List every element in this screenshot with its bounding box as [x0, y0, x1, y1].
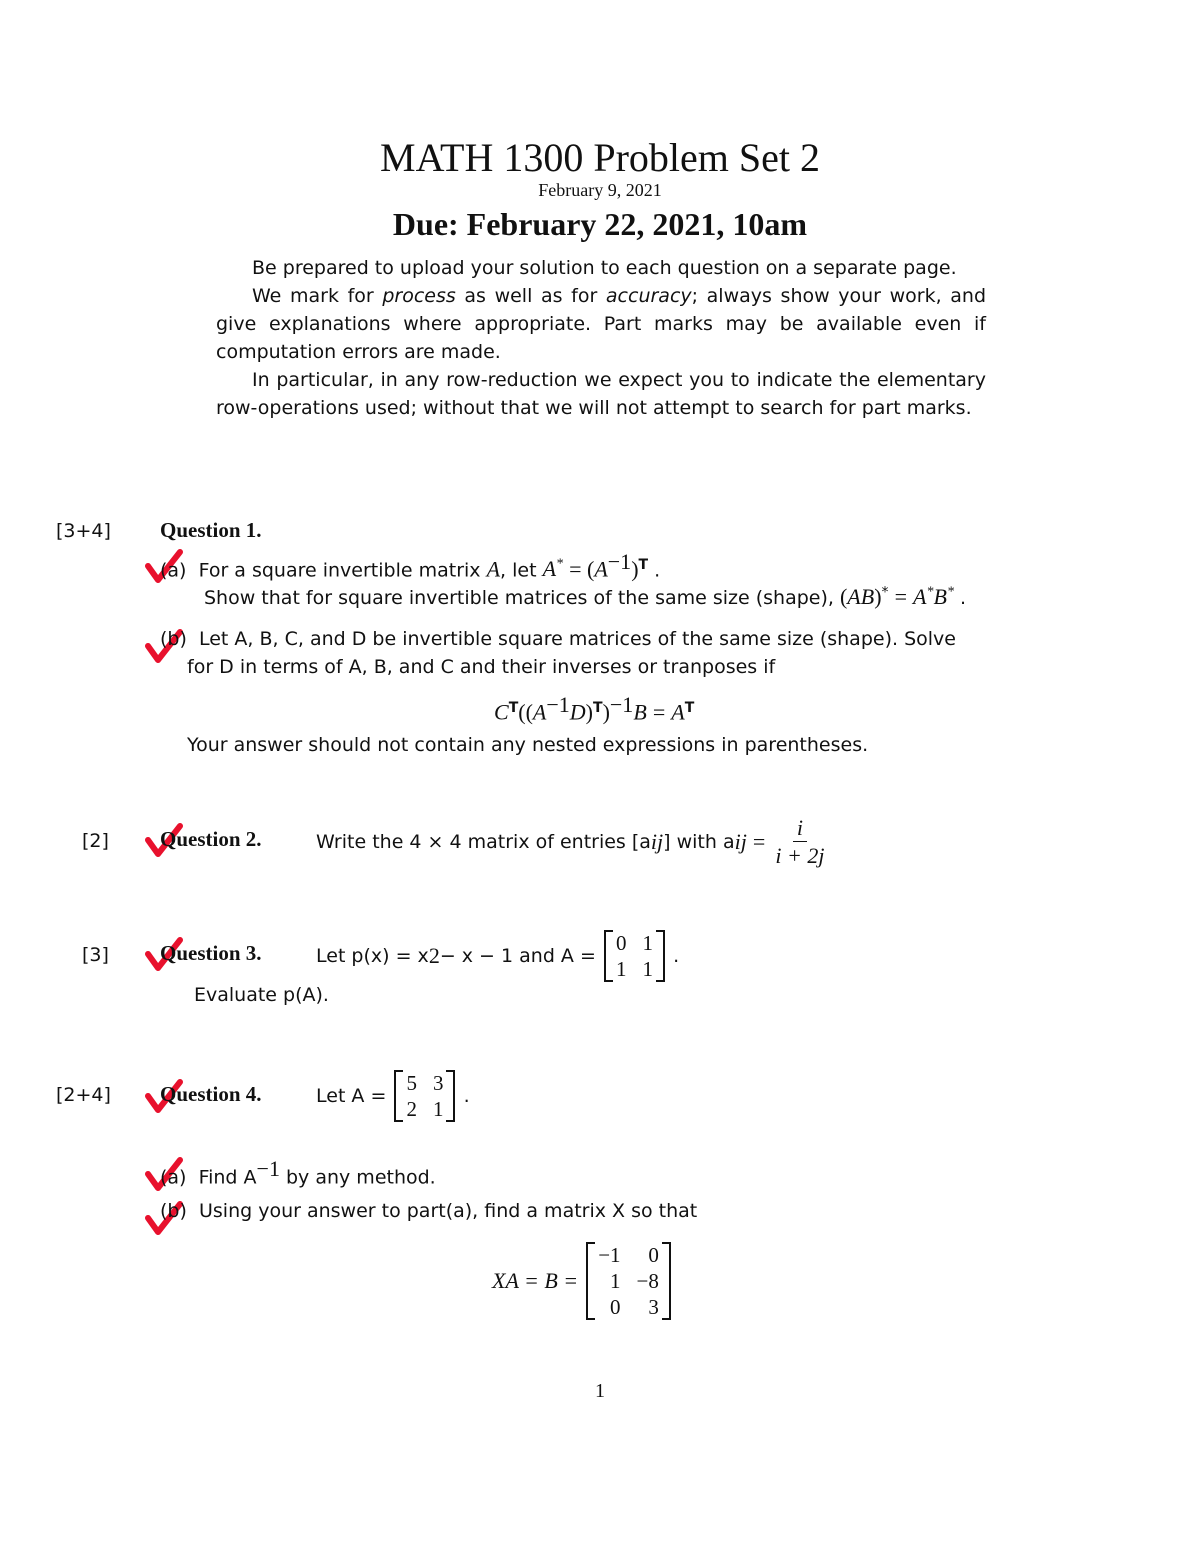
q4b-text: Using your answer to part(a), find a matrix X so that — [198, 1200, 698, 1222]
q2-frac-den: i + 2j — [775, 842, 825, 868]
q1-marks: [3+4] — [56, 520, 111, 542]
q2-frac-num: i — [793, 815, 807, 842]
q1a-text1: For a square invertible matrix — [198, 559, 487, 582]
q4-let: Let A = — [316, 1085, 387, 1107]
q1b-label: (b) — [160, 628, 187, 650]
q1a-label: (a) — [160, 559, 187, 582]
q1a-line2: Show that for square invertible matrices of the same size (shape), (AB)* = A*B* . — [204, 584, 967, 609]
q3-evaluate: Evaluate p(A). — [194, 984, 329, 1006]
matrix-cell: 1 — [432, 1097, 444, 1121]
matrix-cell: 2 — [406, 1097, 417, 1121]
due-date: Due: February 22, 2021, 10am — [392, 206, 808, 242]
q4a-line: (a) Find $A^{-1}$ by any method. — [160, 1156, 436, 1189]
matrix-cell: 3 — [432, 1071, 444, 1095]
q4a-text: Find A — [198, 1166, 257, 1189]
q1-heading: Question 1. — [160, 518, 262, 542]
q4-marks: [2+4] — [56, 1084, 111, 1106]
accuracy-emphasis: accuracy — [605, 285, 692, 307]
q4a-text2: by any method. — [279, 1166, 436, 1189]
q3-statement: Let p(x) = x 2 − x − 1 and A = 0 1 1 1 . — [316, 931, 680, 981]
matrix-cell: 1 — [615, 957, 627, 981]
q2-marks: [2] — [82, 830, 109, 852]
q1a-line1: (a) For a square invertible matrix A, let $A^* = (A^{-1})^T$ . — [160, 549, 661, 582]
matrix-cell: 5 — [406, 1071, 417, 1095]
q3-text2: − x − 1 and A = — [439, 945, 596, 967]
document-title: MATH 1300 Problem Set 2 — [380, 135, 820, 180]
q1b-text1: Let A, B, C, and D be invertible square matrices of the same size (shape). Solve — [198, 628, 956, 650]
matrix-cell: 1 — [610, 1269, 621, 1293]
q1b-equation: $C^T((A^{-1}D)^T)^{-1}B = A^T$ — [494, 692, 695, 725]
instruction-marking — [216, 282, 986, 366]
q3-text: Let p(x) = x — [316, 945, 429, 967]
q4b-equation — [492, 1240, 667, 1322]
q3-matrix-a — [608, 930, 661, 982]
q2-text: Write the 4 × 4 matrix of entries [a — [316, 831, 651, 853]
q4b-line — [160, 1200, 697, 1222]
q4-matrix-a — [398, 1070, 451, 1122]
matrix-cell: −1 — [598, 1243, 621, 1267]
q1b-line1 — [160, 628, 956, 650]
instructions — [216, 254, 986, 422]
q1b-text3: Your answer should not contain any nested expressions in parentheses. — [187, 734, 869, 756]
matrix-cell: 1 — [642, 957, 653, 981]
q2-fraction — [771, 815, 828, 870]
q4b-eq: XA = B = — [492, 1268, 579, 1293]
instruction-row-reduction: In particular, in any row-reduction we expect you to indicate the elementary row-operations used; without that we will not attempt to search for part marks. — [216, 369, 986, 419]
q4b-label: (b) — [160, 1200, 187, 1222]
matrix-cell: 3 — [648, 1295, 659, 1319]
q4-statement: Let A = 5 3 2 1 . — [316, 1071, 470, 1121]
matrix-cell: −8 — [636, 1269, 659, 1293]
q2-text-with: ] with a — [663, 831, 735, 853]
q3-marks: [3] — [82, 944, 109, 966]
marking-text-b: as well as for — [455, 285, 606, 307]
page-number: 1 — [595, 1380, 605, 1402]
q4-heading: Question 4. — [160, 1082, 262, 1106]
q2-heading: Question 2. — [160, 827, 262, 851]
document-date: February 9, 2021 — [538, 180, 662, 200]
marking-text-c: ; always show your work, and give explanations where appropriate. Part marks may be available even if computation errors are made. — [216, 285, 987, 363]
matrix-cell: 0 — [610, 1295, 621, 1319]
q4-matrix-b — [590, 1242, 667, 1320]
q1a-text3: Show that for square invertible matrices of the same size (shape), — [204, 587, 840, 609]
q1b-text2: for D in terms of A, B, and C and their inverses or tranposes if — [187, 656, 776, 678]
matrix-cell: 1 — [642, 931, 653, 955]
instruction-upload: Be prepared to upload your solution to each question on a separate page. — [252, 257, 957, 279]
q3-heading: Question 3. — [160, 941, 262, 965]
matrix-cell: 0 — [648, 1243, 659, 1267]
q2-statement: Write the 4 × 4 matrix of entries [a ij ] with a ij = $\frac{i}{i + 2j}$ — [316, 812, 828, 872]
q4a-label: (a) — [160, 1166, 187, 1189]
marking-text-a: We mark for — [252, 285, 383, 307]
q1a-text2: , let — [500, 559, 543, 582]
process-emphasis: process — [382, 285, 456, 307]
matrix-cell: 0 — [615, 931, 627, 955]
